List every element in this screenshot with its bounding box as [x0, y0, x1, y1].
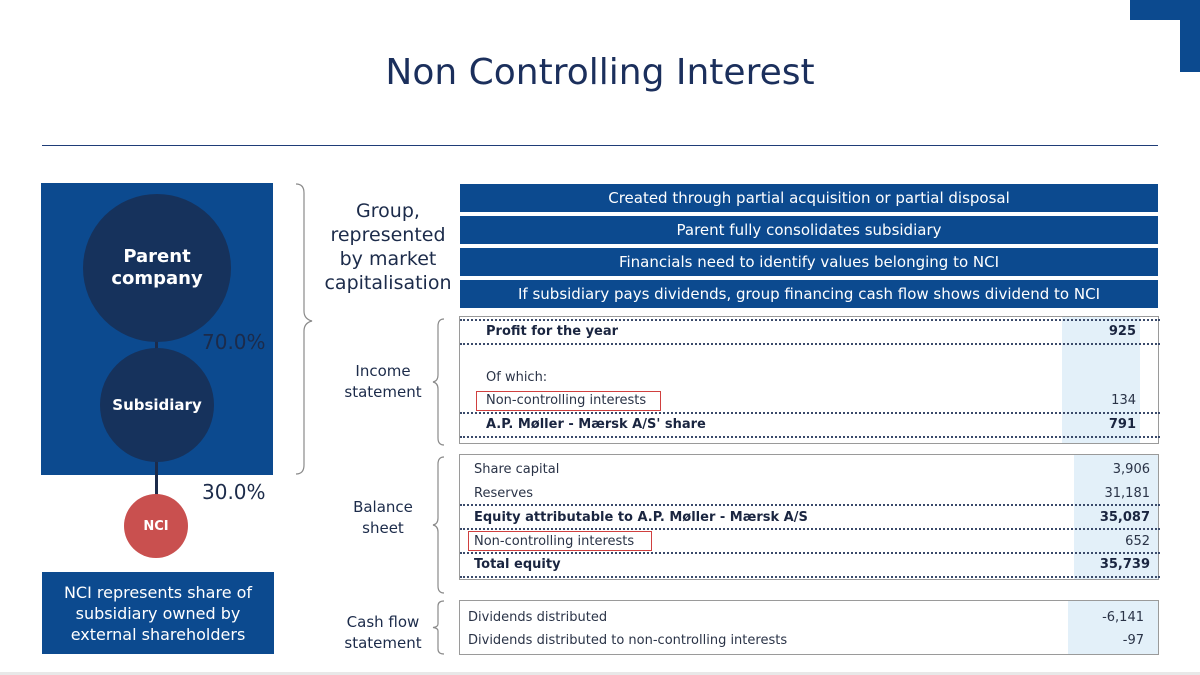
dotted-rule [460, 504, 1160, 506]
row-label: Profit for the year [486, 324, 619, 339]
slide-title: Non Controlling Interest [385, 52, 815, 93]
subsidiary-label: Subsidiary [112, 396, 202, 414]
row-label: Total equity [474, 557, 561, 572]
row-label: Of which: [486, 370, 548, 385]
table-row [460, 321, 1158, 343]
balance-sheet-label: Balance sheet [353, 498, 413, 537]
parent-company-circle [83, 194, 231, 342]
parent-ownership-percent: 70.0% [202, 330, 266, 354]
dotted-rule [460, 576, 1160, 578]
row-value: 3,906 [1112, 462, 1150, 477]
row-value: 31,181 [1104, 486, 1150, 501]
table-row [460, 630, 1158, 652]
row-value: 35,087 [1099, 510, 1150, 525]
dotted-rule [460, 528, 1160, 530]
dotted-rule [460, 436, 1160, 438]
income-statement-label: Income statement [344, 362, 422, 401]
nci-explanation-text: NCI represents share of subsidiary owned by external shareholders [63, 582, 253, 644]
nci-circle [124, 494, 188, 558]
row-label: Dividends distributed to non-controlling interests [468, 633, 788, 648]
row-label: Non-controlling interests [486, 393, 647, 408]
table-row [460, 459, 1158, 481]
row-value: -97 [1122, 633, 1144, 648]
subsidiary-circle [100, 348, 214, 462]
row-label: Dividends distributed [468, 610, 608, 625]
row-value: 35,739 [1099, 557, 1150, 572]
table-row [460, 367, 1158, 389]
table-row [460, 607, 1158, 629]
table-row [460, 483, 1158, 505]
table-row [460, 507, 1158, 529]
row-label: Non-controlling interests [474, 534, 635, 549]
cash-flow-table [459, 600, 1159, 655]
dotted-rule [460, 343, 1160, 345]
table-row [460, 554, 1158, 576]
row-label: Equity attributable to A.P. Møller - Mærsk A/S [474, 510, 808, 525]
cash-flow-label: Cash flow statement [344, 613, 422, 652]
bullet-bar: If subsidiary pays dividends, group financing cash flow shows dividend to NCI [460, 280, 1158, 308]
row-value: 134 [1111, 393, 1136, 408]
bullet-bar: Created through partial acquisition or partial disposal [460, 184, 1158, 212]
row-label: Reserves [474, 486, 534, 501]
row-value: 652 [1125, 534, 1150, 549]
bullet-bar: Financials need to identify values belonging to NCI [460, 248, 1158, 276]
balance-sheet-table [459, 454, 1159, 580]
parent-company-label: Parent company [111, 246, 203, 289]
table-row [460, 414, 1158, 436]
group-label: Group, represented by market capitalisation [324, 200, 452, 294]
nci-ownership-percent: 30.0% [202, 480, 266, 504]
row-value: 925 [1108, 324, 1136, 339]
nci-label: NCI [143, 518, 169, 534]
title-divider [42, 145, 1158, 146]
row-value: -6,141 [1102, 610, 1144, 625]
income-statement-table [459, 316, 1159, 444]
bullet-bar: Parent fully consolidates subsidiary [460, 216, 1158, 244]
row-value: 791 [1108, 417, 1136, 432]
nci-highlight-box [468, 531, 652, 551]
row-label: A.P. Møller - Mærsk A/S' share [486, 417, 706, 432]
nci-explanation-box [42, 572, 274, 654]
row-label: Share capital [474, 462, 560, 477]
nci-highlight-box [476, 391, 661, 411]
group-brace [292, 183, 316, 475]
